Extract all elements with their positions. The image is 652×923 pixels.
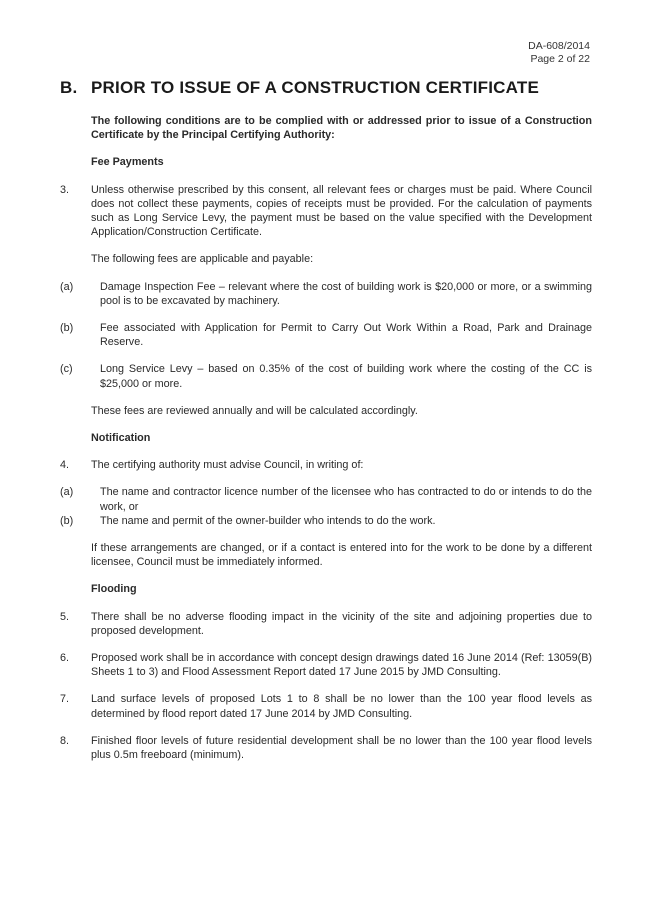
- section-heading: [60, 78, 612, 98]
- condition-number: 8.: [60, 734, 70, 747]
- item-label: (a): [60, 280, 74, 293]
- list-item: [60, 280, 592, 308]
- condition-text: There shall be no adverse flooding impact in the vicinity of the site and adjoining properties due to proposed development.: [91, 610, 592, 637]
- subheading-flooding: Flooding: [91, 583, 137, 596]
- condition-5: [60, 610, 592, 638]
- fee-list: [60, 280, 592, 391]
- item-label: (b): [60, 514, 74, 527]
- condition-body: [91, 610, 592, 638]
- page-reference: [528, 40, 590, 66]
- item-label: (b): [60, 322, 74, 335]
- document-number: DA-608/2014: [528, 40, 590, 52]
- condition-body: [91, 458, 592, 472]
- item-text: Long Service Levy – based on 0.35% of the cost of building work where the costing of the CC is $25,000 or more.: [100, 363, 592, 390]
- document-body: [60, 114, 592, 775]
- item-text: The name and contractor licence number of the licensee who has contracted to do or intends to do the work, or: [100, 486, 592, 513]
- condition-number: 7.: [60, 693, 70, 706]
- condition-7: [60, 692, 592, 720]
- list-item: [60, 485, 592, 513]
- item-text: Damage Inspection Fee – relevant where the cost of building work is $20,000 or more, or a swimming pool is to be excavated by machinery.: [100, 280, 592, 307]
- fees-closing: These fees are reviewed annually and will be calculated accordingly.: [91, 404, 418, 417]
- condition-body: [91, 734, 592, 762]
- list-item: [60, 321, 592, 349]
- section-intro: The following conditions are to be complied with or addressed prior to issue of a Construction Certificate by the Principal Certifying Authority:: [91, 115, 592, 142]
- condition-number: 5.: [60, 610, 70, 623]
- notification-list: [60, 485, 592, 528]
- item-text: The name and permit of the owner-builder who intends to do the work.: [100, 514, 436, 527]
- condition-body: [91, 692, 592, 720]
- item-label: (a): [60, 486, 74, 499]
- condition-number: 4.: [60, 459, 70, 472]
- condition-text: Land surface levels of proposed Lots 1 to 8 shall be no lower than the 100 year flood levels as determined by flood report dated 17 June 2014 by JMD Consulting.: [91, 693, 592, 720]
- notification-closing: If these arrangements are changed, or if a contact is entered into for the work to be done by a different licensee, Council must be immediately informed.: [91, 542, 592, 569]
- condition-number: 3.: [60, 183, 70, 196]
- fees-lead-in: The following fees are applicable and payable:: [91, 253, 314, 266]
- condition-body: [91, 651, 592, 679]
- condition-text: Finished floor levels of future residential development shall be no lower than the 100 year flood levels plus 0.5m freeboard (minimum).: [91, 734, 592, 762]
- item-text: Fee associated with Application for Permit to Carry Out Work Within a Road, Park and Drainage Reserve.: [100, 322, 592, 349]
- list-item: [60, 362, 592, 390]
- condition-6: [60, 651, 592, 679]
- subheading-notification: Notification: [91, 432, 151, 445]
- condition-text: The certifying authority must advise Council, in writing of:: [91, 459, 364, 472]
- condition-text: Unless otherwise prescribed by this consent, all relevant fees or charges must be paid. Where Council does not collect these payments, copies of receipts must be provided. For the calculation of payments such as Long Service Levy, the payment must be based on the value specified with the Development Application/Construction Certificate.: [91, 183, 592, 239]
- condition-body: [91, 183, 592, 240]
- list-item: [60, 514, 592, 528]
- condition-8: [60, 734, 592, 762]
- page-number: Page 2 of 22: [530, 53, 590, 65]
- condition-text: Proposed work shall be in accordance with concept design drawings dated 16 June 2014 (Ref: 13059(B) Sheets 1 to 3) and Flood Assessment Report dated 17 June 2015 by JMD Consulting.: [91, 652, 592, 679]
- condition-3: [60, 183, 592, 240]
- section-letter: B.: [60, 78, 78, 97]
- section-title: PRIOR TO ISSUE OF A CONSTRUCTION CERTIFICATE: [91, 78, 539, 97]
- condition-4: [60, 458, 592, 472]
- condition-number: 6.: [60, 652, 70, 665]
- item-label: (c): [60, 363, 73, 376]
- subheading-fee-payments: Fee Payments: [91, 156, 164, 169]
